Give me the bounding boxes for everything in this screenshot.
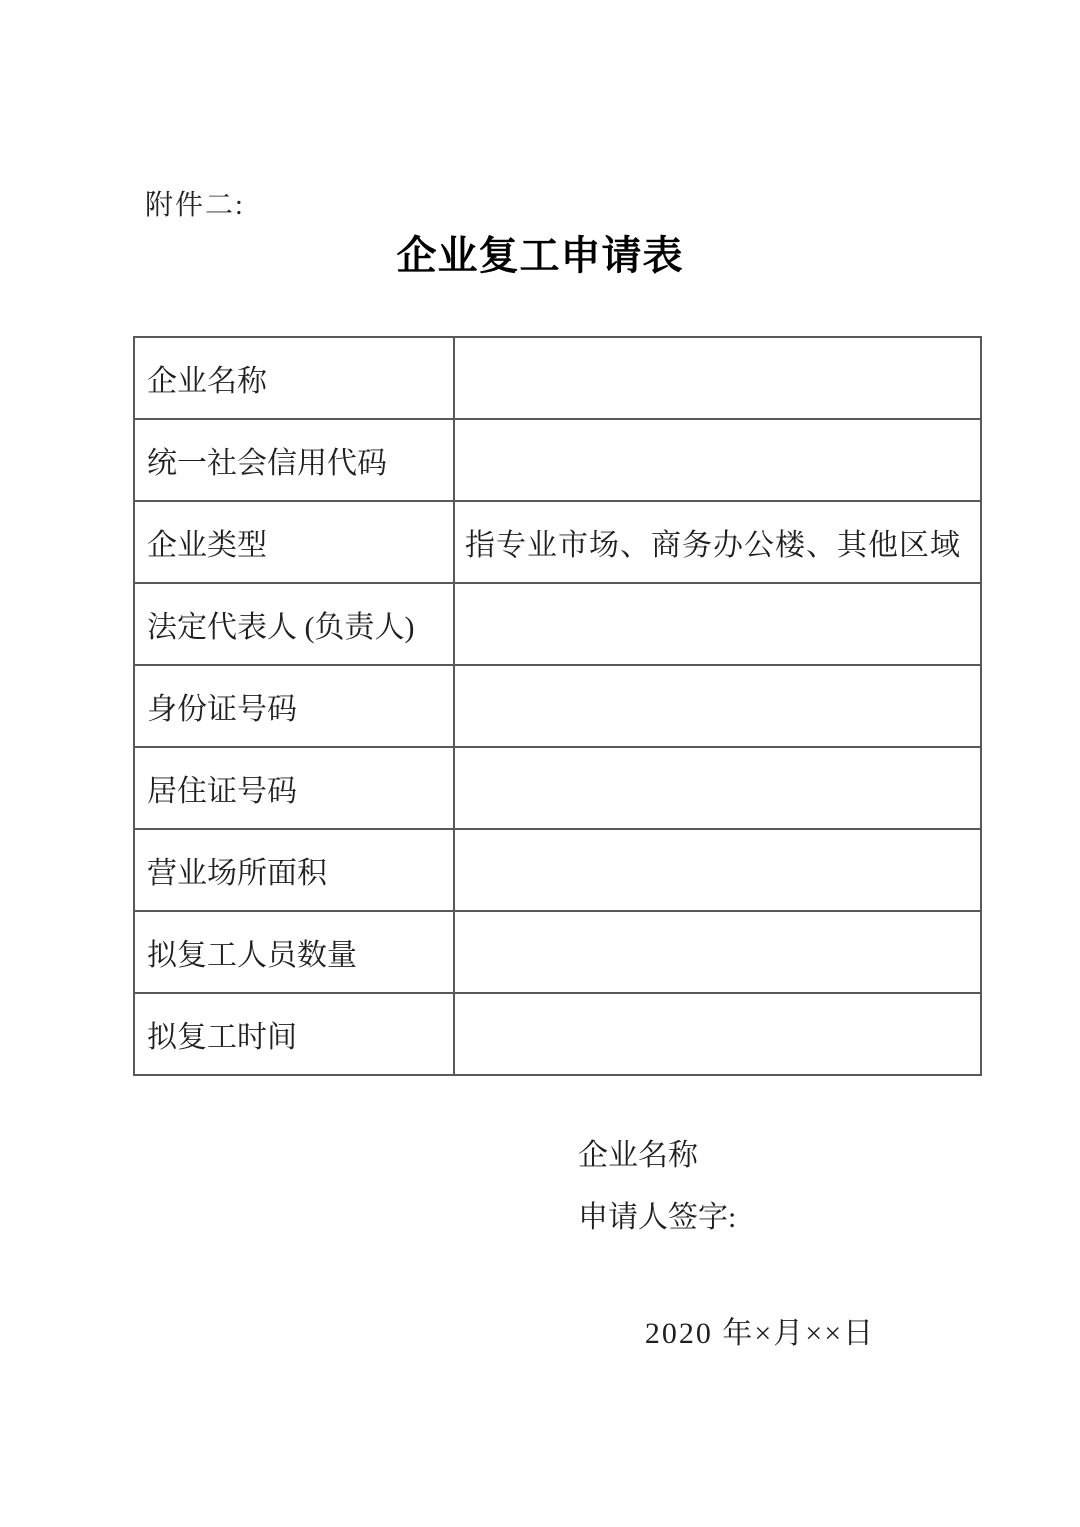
table-row [134,501,981,583]
row-label-resume-time: 拟复工时间 [134,993,454,1075]
row-label-legal-representative: 法定代表人 (负责人) [134,583,454,665]
row-value-company-name [454,337,981,419]
row-label-premises-area: 营业场所面积 [134,829,454,911]
row-value-resume-time [454,993,981,1075]
row-label-credit-code: 统一社会信用代码 [134,419,454,501]
table-row [134,419,981,501]
application-form-table [133,336,982,1076]
signature-block [578,1138,736,1262]
row-value-staff-count [454,911,981,993]
row-value-company-type: 指专业市场、商务办公楼、其他区域 [454,501,981,583]
table-row [134,829,981,911]
row-value-legal-representative [454,583,981,665]
table-row [134,911,981,993]
row-value-id-number [454,665,981,747]
row-label-company-name: 企业名称 [134,337,454,419]
table-row [134,583,981,665]
page-title: 企业复工申请表 [396,234,684,278]
table-row [134,993,981,1075]
row-value-residence-permit [454,747,981,829]
row-value-credit-code [454,419,981,501]
table-row [134,747,981,829]
signature-applicant-label: 申请人签字: [578,1201,737,1234]
date-line: 2020 年×月××日 [644,1317,876,1350]
table-row [134,337,981,419]
row-label-residence-permit: 居住证号码 [134,747,454,829]
row-label-staff-count: 拟复工人员数量 [134,911,454,993]
row-value-premises-area [454,829,981,911]
signature-company-name: 企业名称 [578,1139,698,1172]
row-label-company-type: 企业类型 [134,501,454,583]
attachment-label: 附件二: [145,190,245,221]
table-row [134,665,981,747]
row-label-id-number: 身份证号码 [134,665,454,747]
